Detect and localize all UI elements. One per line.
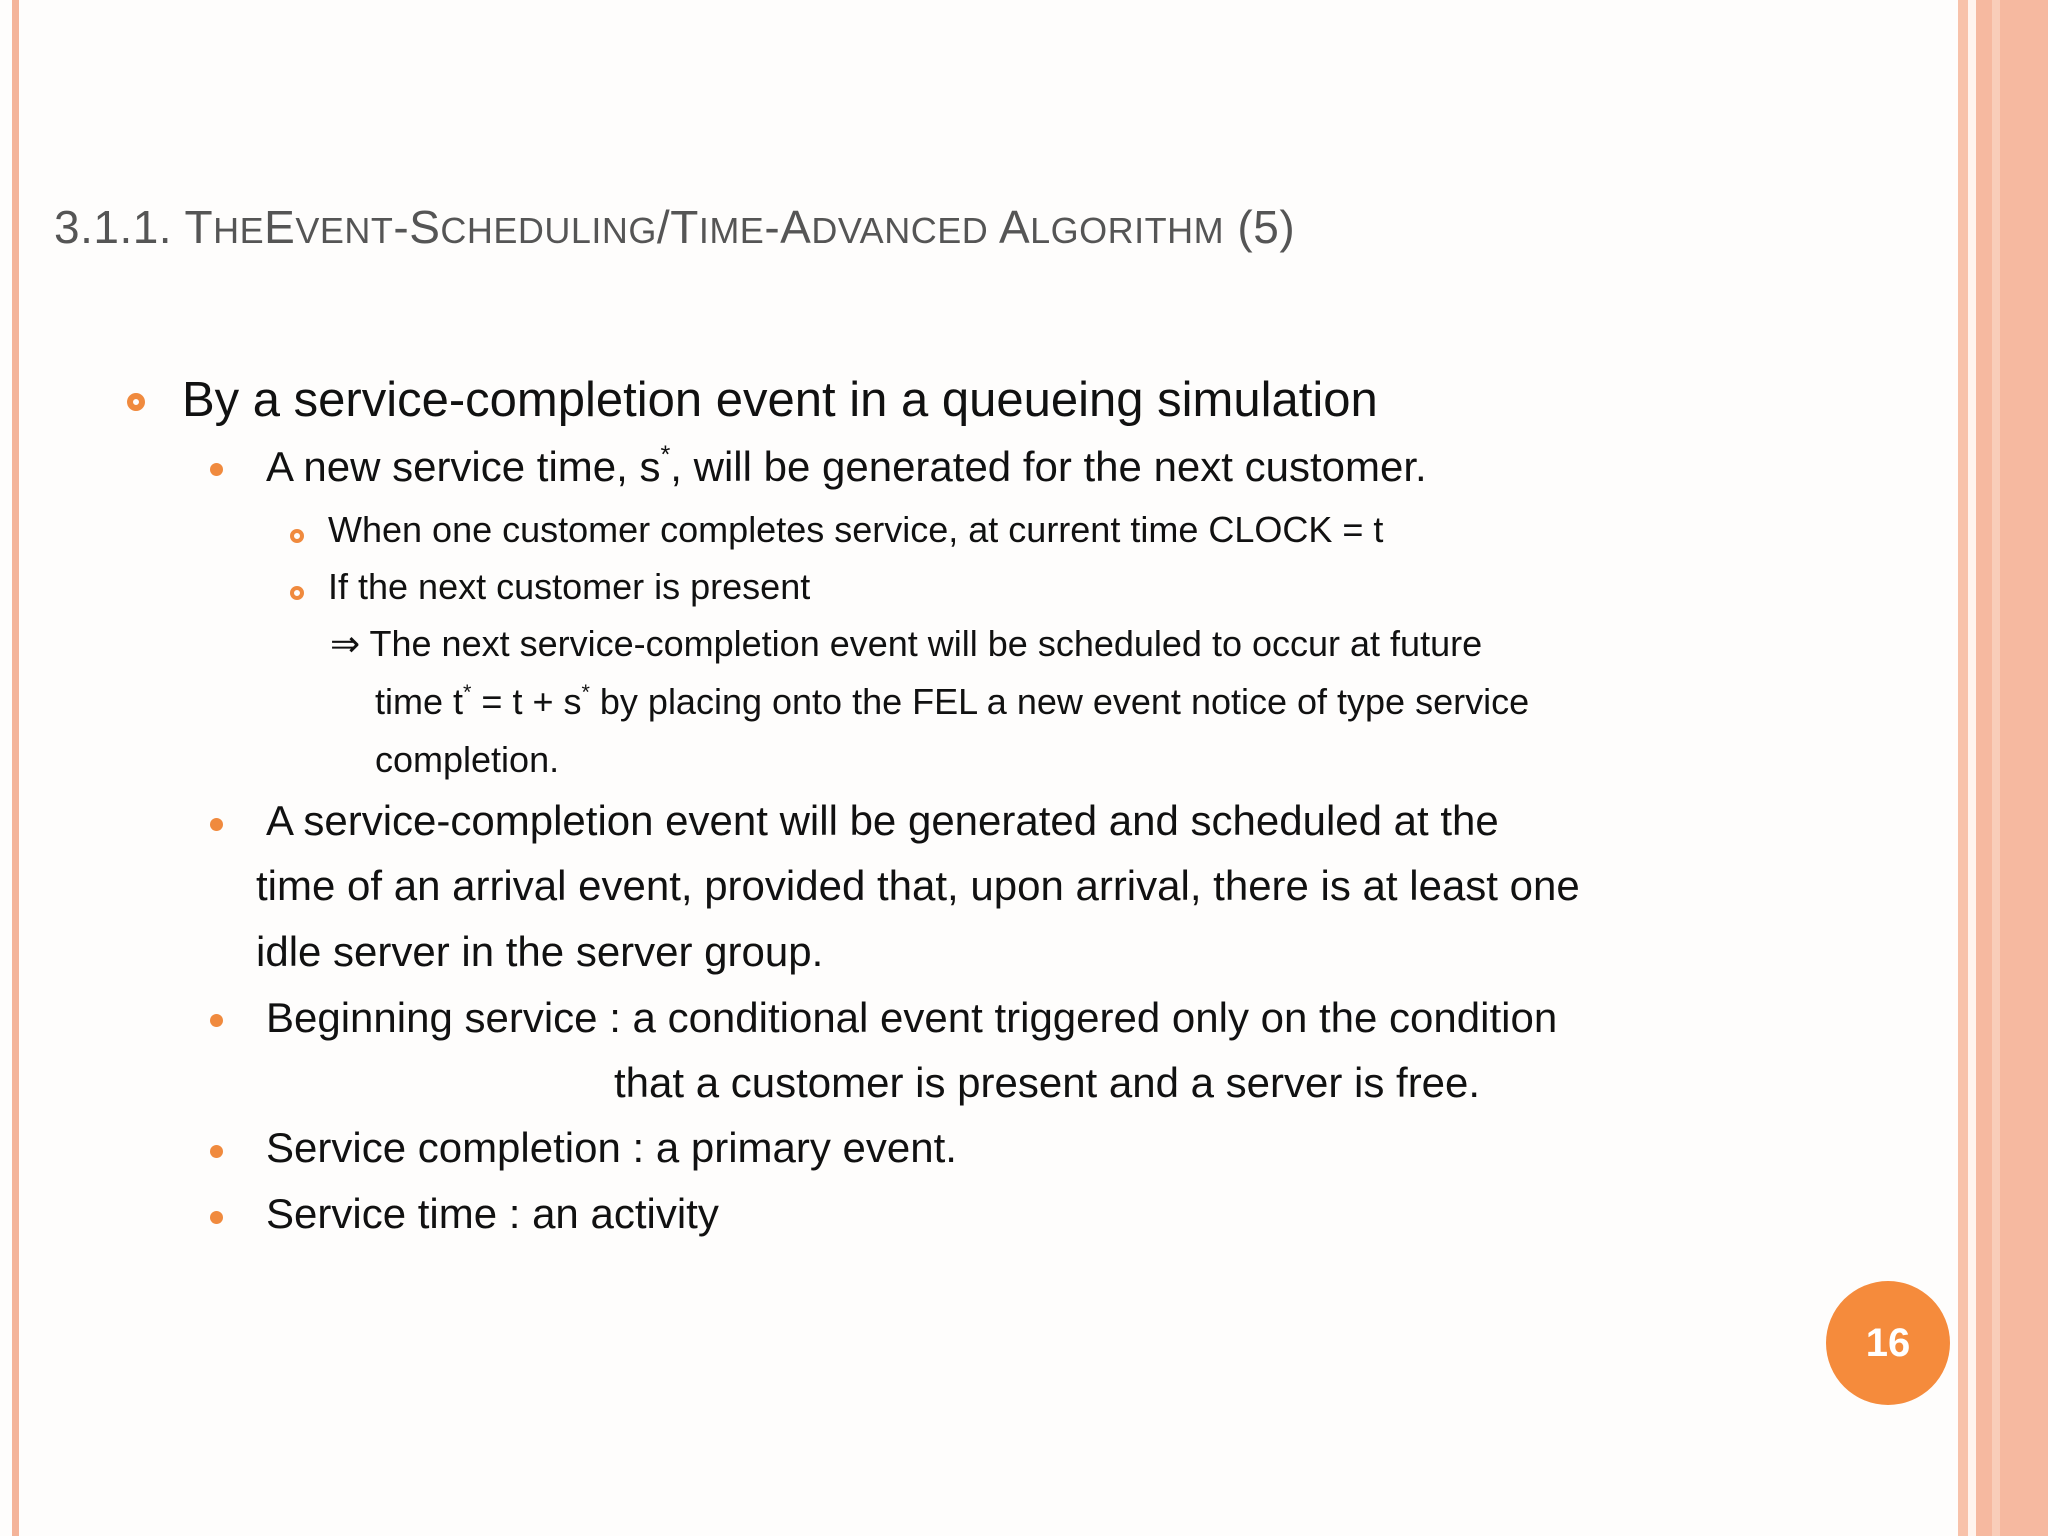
- right-border-stripe: [1992, 0, 2000, 1536]
- sub-point-2-line-1: A service-completion event will be generated and scheduled at the: [266, 797, 1499, 844]
- slide-title: [54, 200, 1295, 254]
- title-number: 3.1.1.: [54, 201, 185, 253]
- sub-point-4: Service completion : a primary event.: [266, 1124, 957, 1171]
- implication-text: = t + s: [471, 681, 582, 722]
- sub-point-2-line-3: idle server in the server group.: [256, 928, 824, 975]
- sub-point-5: Service time : an activity: [266, 1190, 719, 1237]
- sub-point-1-text: A new service time, s: [266, 443, 661, 490]
- dot-bullet-icon: [210, 463, 223, 476]
- superscript: *: [581, 678, 590, 704]
- title-word: -: [393, 201, 410, 253]
- sub-point-3-line-1: Beginning service : a conditional event triggered only on the condition: [266, 994, 1558, 1041]
- title-word: ADVANCED: [780, 201, 989, 253]
- superscript: *: [660, 441, 671, 470]
- implication-line-3: completion.: [375, 739, 560, 780]
- title-word: ALGORITHM: [998, 201, 1225, 253]
- sub-point-1-text: , will be generated for the next customer.: [670, 443, 1427, 490]
- right-border-gap: [1968, 0, 1976, 1536]
- sub-point-2-line-2: time of an arrival event, provided that, upon arrival, there is at least one: [256, 862, 1580, 909]
- title-word: /: [656, 201, 671, 253]
- ring-bullet-icon: [290, 586, 304, 600]
- title-word: -: [764, 201, 781, 253]
- implication-text: time t: [375, 681, 464, 722]
- ring-bullet-icon: [290, 529, 304, 543]
- dot-bullet-icon: [210, 818, 223, 831]
- superscript: *: [463, 678, 472, 704]
- sub-point-1: [266, 443, 1427, 491]
- sub-point-3-line-2: that a customer is present and a server is free.: [614, 1059, 1481, 1106]
- implication-line-2: [375, 678, 1530, 723]
- ring-bullet-icon: [127, 393, 145, 411]
- dot-bullet-icon: [210, 1211, 223, 1224]
- left-border: [12, 0, 19, 1536]
- implication-line-1: [330, 623, 1482, 665]
- implication-text: The next service-completion event will be scheduled to occur at future: [360, 623, 1483, 664]
- page-number-badge: [1826, 1281, 1950, 1405]
- dot-bullet-icon: [210, 1014, 223, 1027]
- detail-2: If the next customer is present: [328, 566, 811, 607]
- title-word: TIME: [670, 201, 765, 253]
- right-border-inner: [1958, 0, 1968, 1536]
- main-point: By a service-completion event in a queueing simulation: [182, 373, 1378, 427]
- dot-bullet-icon: [210, 1145, 223, 1158]
- title-suffix: (5): [1224, 201, 1296, 253]
- implies-icon: ⇒: [330, 623, 361, 664]
- title-word: SCHEDULING: [409, 201, 657, 253]
- title-word: [988, 201, 999, 253]
- title-word: EVENT: [264, 201, 394, 253]
- title-word: THE: [184, 201, 265, 253]
- page-number: 16: [1865, 1320, 1911, 1365]
- right-border-outer: [1976, 0, 2048, 1536]
- implication-text: by placing onto the FEL a new event notice of type service: [589, 681, 1530, 722]
- detail-1: When one customer completes service, at current time CLOCK = t: [328, 509, 1384, 550]
